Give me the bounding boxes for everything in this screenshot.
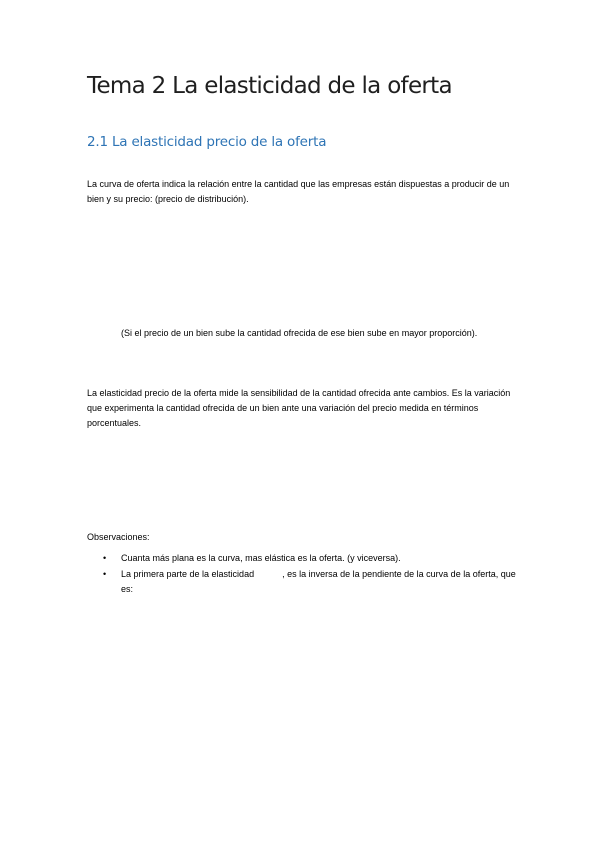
observations-heading: Observaciones: (87, 532, 150, 542)
bullet-text-before: La primera parte de la elasticidad (121, 569, 255, 579)
section-heading: 2.1 La elasticidad precio de la oferta (87, 134, 327, 150)
paragraph-supply-curve: La curva de oferta indica la relación entre la cantidad que las empresas están dispuestas a producir de un bien y su precio: (precio de distribución). (87, 179, 510, 204)
bullet-icon: • (103, 569, 107, 579)
observations-list (87, 551, 517, 598)
list-item (87, 567, 517, 597)
paragraph-elasticity-definition: La elasticidad precio de la oferta mide la sensibilidad de la cantidad ofrecida ante cambios. Es la variación que experimenta la cantidad ofrecida de un bien ante una variación del precio medida en términos porcentuales. (87, 388, 511, 428)
bullet-icon: • (103, 553, 107, 563)
paragraph-price-note: (Si el precio de un bien sube la cantidad ofrecida de ese bien sube en mayor proporción). (121, 328, 478, 338)
list-item (87, 551, 517, 566)
bullet-text: Cuanta más plana es la curva, mas elástica es la oferta. (y viceversa). (121, 553, 401, 563)
page-title: Tema 2 La elasticidad de la oferta (87, 73, 452, 99)
bullet-text-after: , es la inversa de la pendiente de la curva de la oferta, que es: (121, 569, 516, 594)
